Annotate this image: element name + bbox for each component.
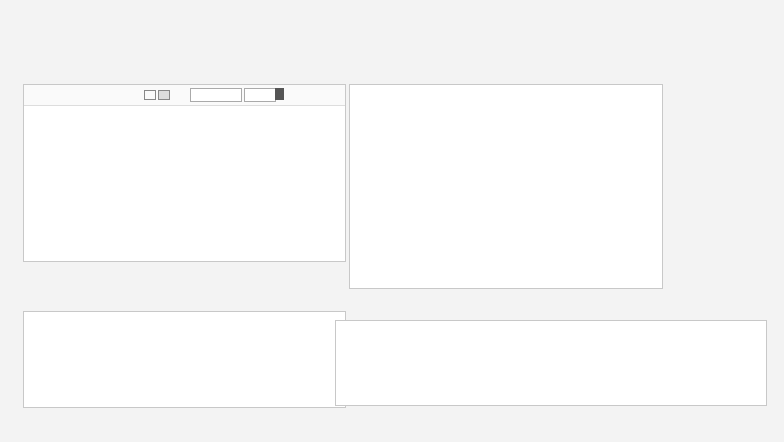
grid-view-icon[interactable] [158, 90, 170, 100]
year-select[interactable] [244, 88, 276, 102]
go-button[interactable] [275, 88, 284, 100]
calendar-panel-right [349, 84, 663, 289]
list-view-icon[interactable] [144, 90, 156, 100]
calendar-panel-bottom [23, 311, 346, 408]
calendar-panel-top [23, 84, 346, 262]
month-select[interactable] [190, 88, 242, 102]
calendar-toolbar [24, 85, 345, 106]
more-forecast-box [335, 320, 767, 406]
